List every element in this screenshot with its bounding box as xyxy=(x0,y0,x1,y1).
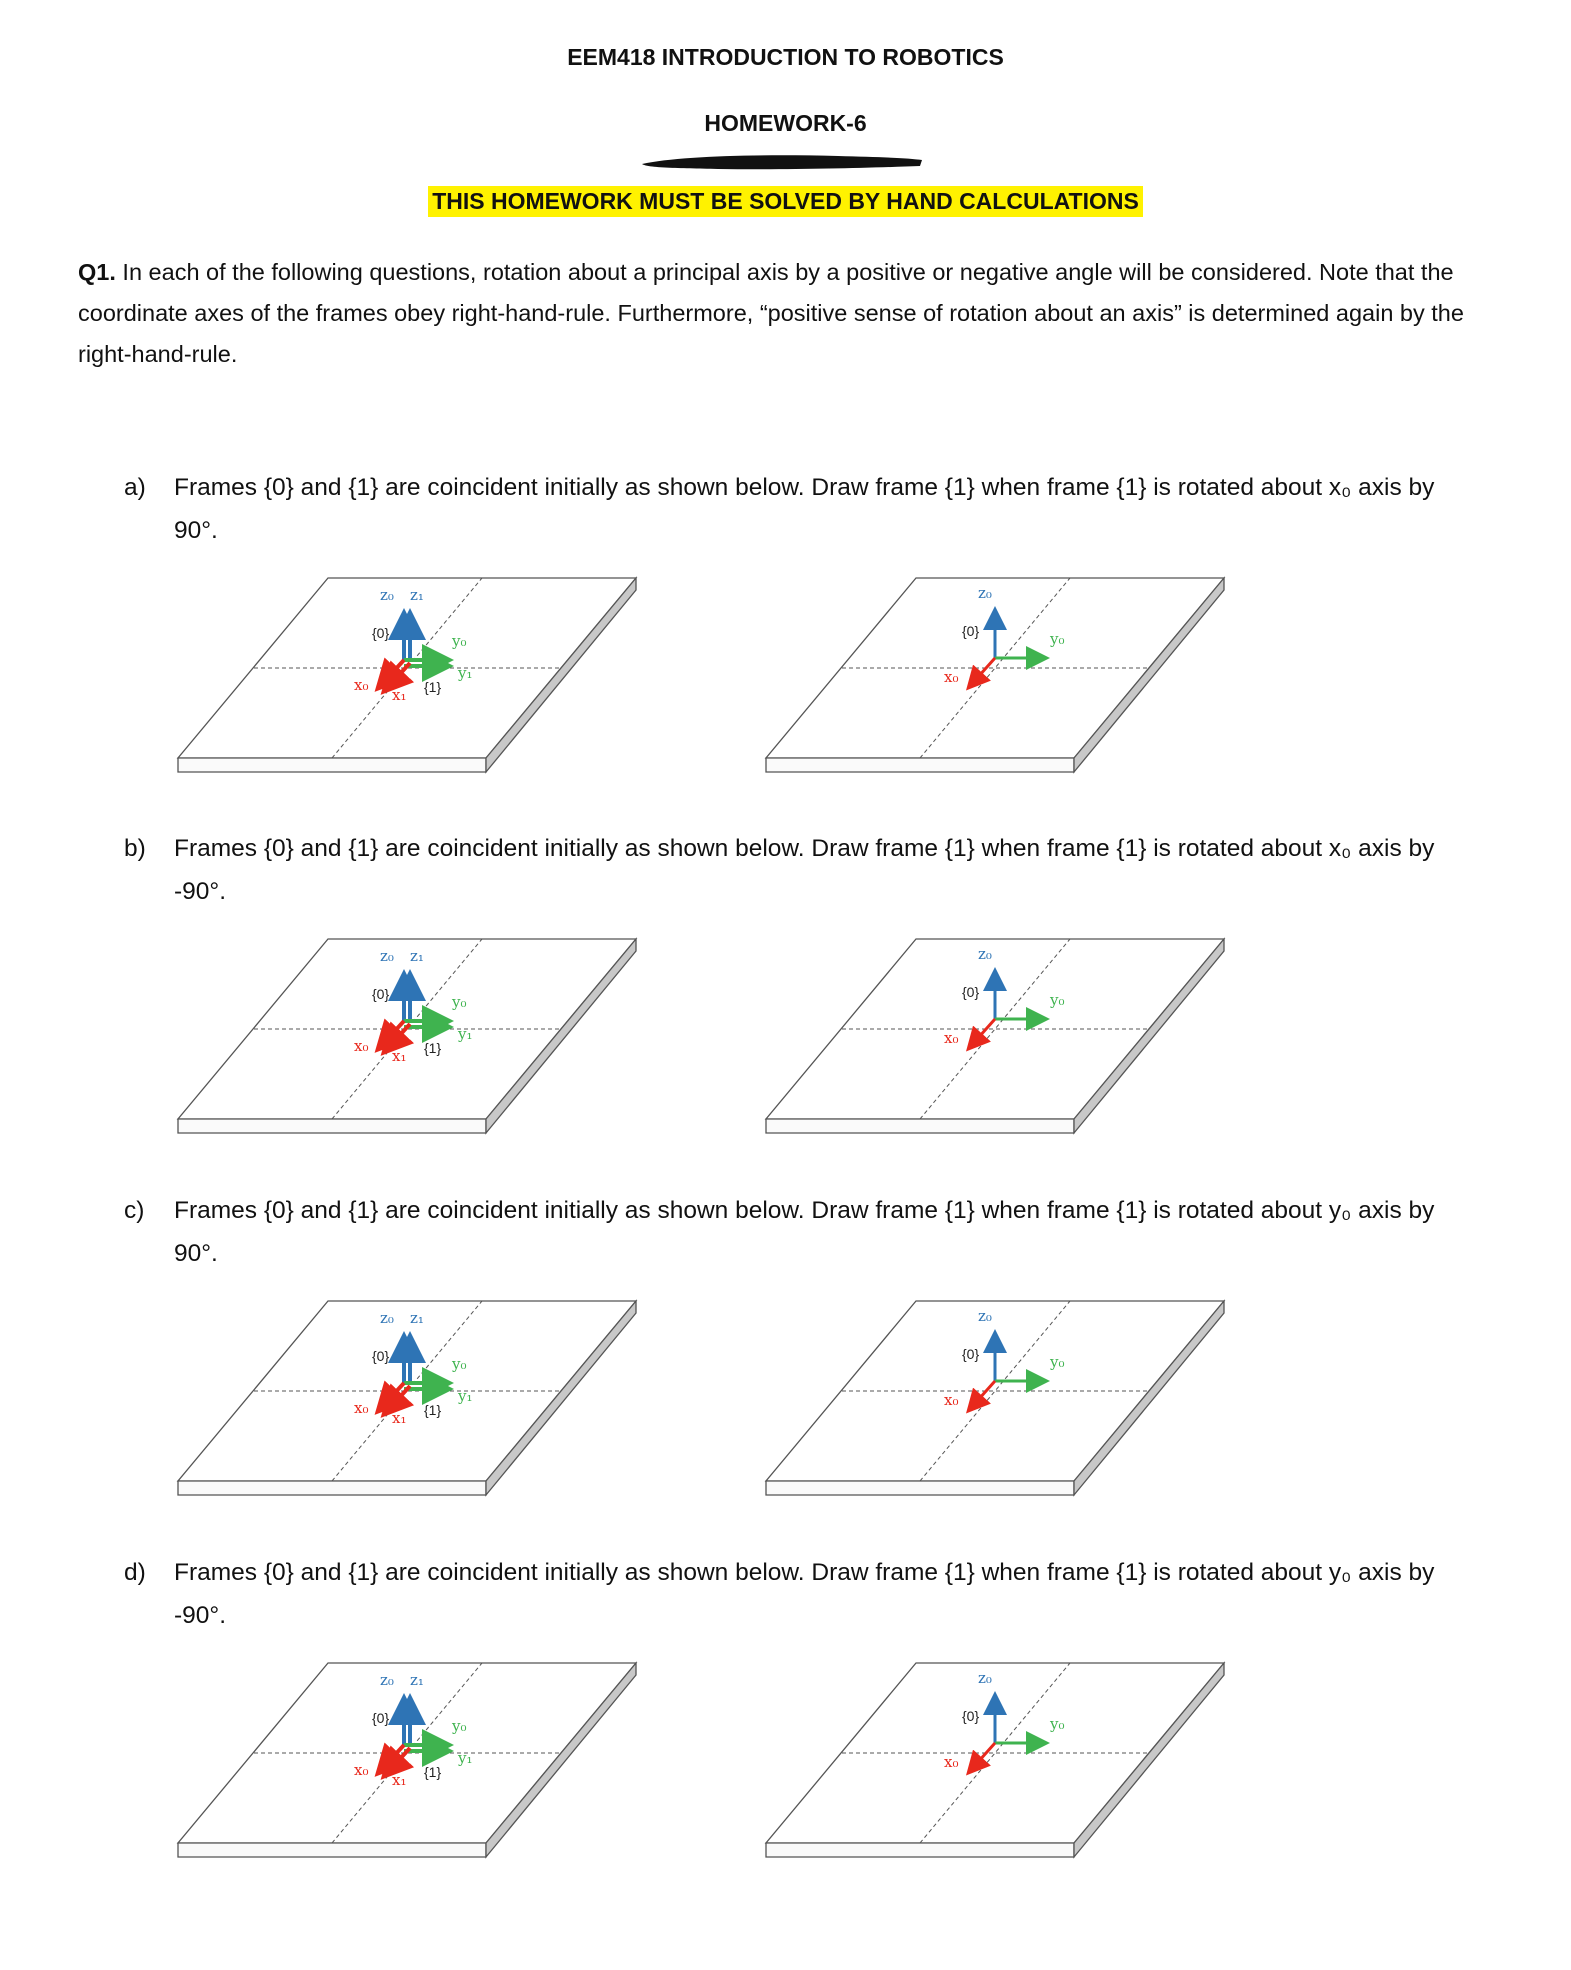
y0-label: y₀ xyxy=(1050,630,1065,648)
z0-label: z₀ xyxy=(978,584,992,602)
x0-label: x₀ xyxy=(944,1753,959,1771)
plate-right xyxy=(766,578,1224,772)
part-letter: a) xyxy=(124,474,146,501)
z0-label: z₀ xyxy=(978,1307,992,1325)
frame1-label: {1} xyxy=(424,1764,442,1780)
part-letter: c) xyxy=(124,1197,145,1224)
part-letter: b) xyxy=(124,835,146,862)
y0-label: y₀ xyxy=(1050,1353,1065,1371)
frame0-label: {0} xyxy=(372,625,390,641)
frame0-label: {0} xyxy=(962,1708,980,1724)
part-a xyxy=(124,466,1484,552)
z1-label: z₁ xyxy=(410,947,424,965)
x0-label: x₀ xyxy=(944,668,959,686)
z0-label: z₀ xyxy=(380,1309,394,1327)
z0-label: z₀ xyxy=(380,947,394,965)
x0-label: x₀ xyxy=(944,1029,959,1047)
z0-label: z₀ xyxy=(978,945,992,963)
plate-left xyxy=(178,1663,636,1857)
part-c xyxy=(124,1189,1484,1275)
x0-label: x₀ xyxy=(354,1761,369,1779)
z1-label: z₁ xyxy=(410,586,424,604)
z1-label: z₁ xyxy=(410,1309,424,1327)
z0-label: z₀ xyxy=(380,1671,394,1689)
plate-right xyxy=(766,1663,1224,1857)
x1-label: x₁ xyxy=(392,1409,407,1427)
x1-label: x₁ xyxy=(392,1047,407,1065)
question-text: In each of the following questions, rotation about a principal axis by a positive or negative angle will be considered. Note that the coordinate axes of the frames obey right-hand-rule. Furthermore, “positive sense of rotation about an axis” is determined again by the right-hand-rule. xyxy=(78,259,1464,367)
part-text: Frames {0} and {1} are coincident initially as shown below. Draw frame {1} when frame {1} is rotated about y₀ axis by 90°. xyxy=(174,1197,1435,1267)
frame0-label: {0} xyxy=(372,986,390,1002)
y0-label: y₀ xyxy=(452,1717,467,1735)
x1-label: x₁ xyxy=(392,1771,407,1789)
hand-calculation-notice: THIS HOMEWORK MUST BE SOLVED BY HAND CALCULATIONS xyxy=(428,186,1143,217)
z0-label: z₀ xyxy=(978,1669,992,1687)
homework-title: HOMEWORK-6 xyxy=(704,110,867,136)
x0-label: x₀ xyxy=(354,1399,369,1417)
part-text: Frames {0} and {1} are coincident initially as shown below. Draw frame {1} when frame {1} is rotated about x₀ axis by -90°. xyxy=(174,835,1435,905)
plate-left xyxy=(178,939,636,1133)
part-d xyxy=(124,1551,1484,1637)
part-text: Frames {0} and {1} are coincident initially as shown below. Draw frame {1} when frame {1} is rotated about y₀ axis by -90°. xyxy=(174,1559,1435,1629)
question-1 xyxy=(78,252,1498,375)
plate-left xyxy=(178,1301,636,1495)
figure-part-d xyxy=(170,1653,1370,1873)
y0-label: y₀ xyxy=(452,1355,467,1373)
figure-part-c xyxy=(170,1291,1370,1511)
figure-part-a xyxy=(170,568,1370,788)
y0-label: y₀ xyxy=(1050,991,1065,1009)
frame0-label: {0} xyxy=(372,1710,390,1726)
y1-label: y₁ xyxy=(458,1025,473,1043)
frame0-label: {0} xyxy=(962,1346,980,1362)
part-text: Frames {0} and {1} are coincident initially as shown below. Draw frame {1} when frame {1} is rotated about x₀ axis by 90°. xyxy=(174,474,1435,544)
frame1-label: {1} xyxy=(424,1040,442,1056)
frame1-label: {1} xyxy=(424,1402,442,1418)
z1-label: z₁ xyxy=(410,1671,424,1689)
y0-label: y₀ xyxy=(452,632,467,650)
x0-label: x₀ xyxy=(354,1037,369,1055)
plate-left xyxy=(178,578,636,772)
y0-label: y₀ xyxy=(452,993,467,1011)
frame1-label: {1} xyxy=(424,679,442,695)
y1-label: y₁ xyxy=(458,1387,473,1405)
part-letter: d) xyxy=(124,1559,146,1586)
frame0-label: {0} xyxy=(962,984,980,1000)
y1-label: y₁ xyxy=(458,664,473,682)
frame0-label: {0} xyxy=(372,1348,390,1364)
frame0-label: {0} xyxy=(962,623,980,639)
x0-label: x₀ xyxy=(944,1391,959,1409)
redaction-mark xyxy=(638,152,926,172)
z0-label: z₀ xyxy=(380,586,394,604)
y0-label: y₀ xyxy=(1050,1715,1065,1733)
y1-label: y₁ xyxy=(458,1749,473,1767)
part-b xyxy=(124,827,1484,913)
x0-label: x₀ xyxy=(354,676,369,694)
course-title: EEM418 INTRODUCTION TO ROBOTICS xyxy=(567,44,1004,70)
question-number: Q1. xyxy=(78,259,116,285)
figure-part-b xyxy=(170,929,1370,1149)
plate-right xyxy=(766,1301,1224,1495)
plate-right xyxy=(766,939,1224,1133)
x1-label: x₁ xyxy=(392,686,407,704)
